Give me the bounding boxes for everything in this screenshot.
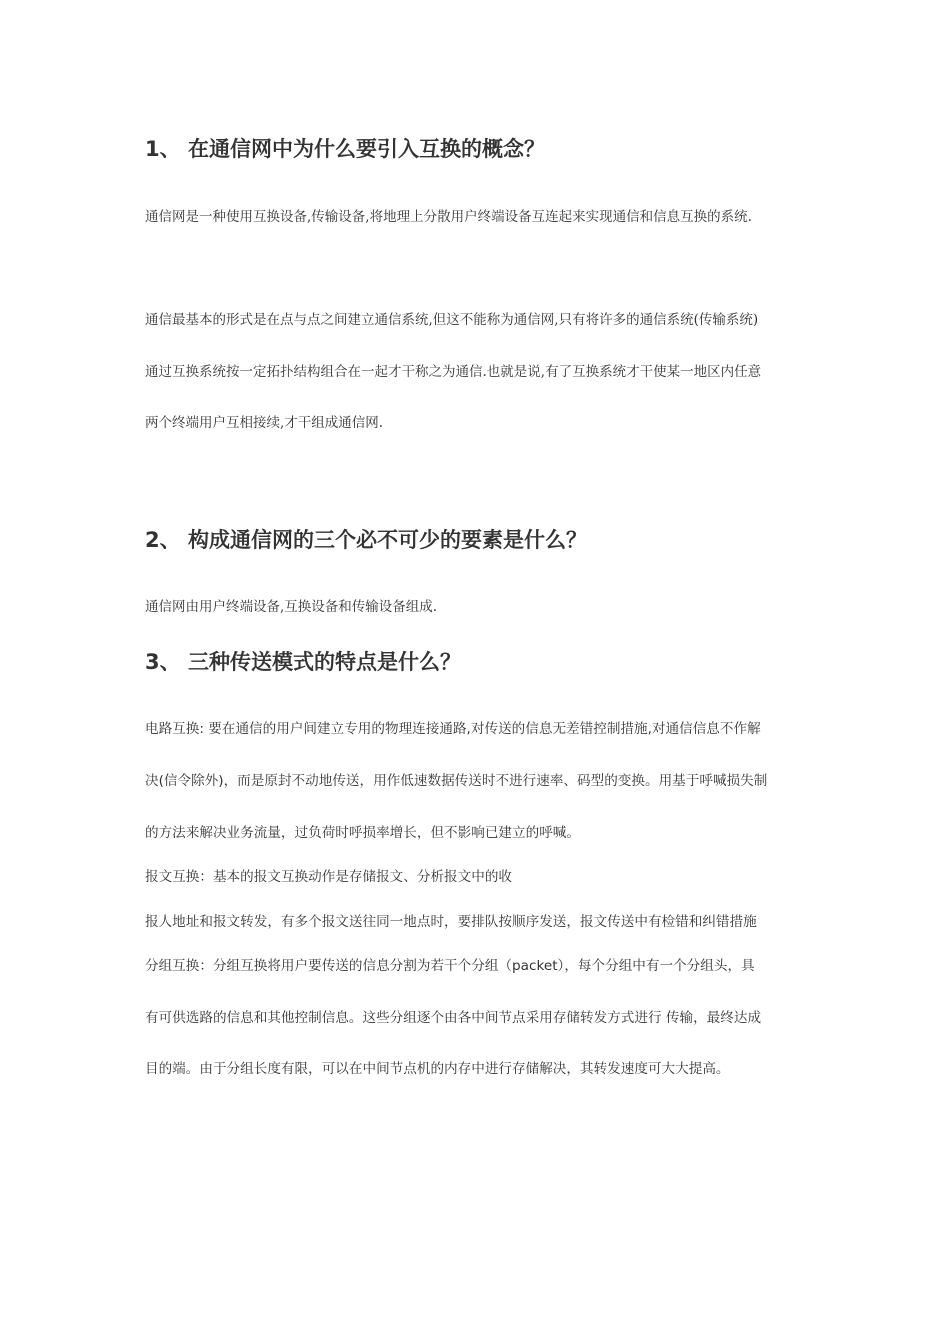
section-3-paragraph-5: 报人地址和报文转发，有多个报文送往同一地点时，要排队按顺序发送，报文传送中有检错和纠错措施 [145, 914, 757, 930]
section-2-paragraph-1: 通信网由用户终端设备,互换设备和传输设备组成. [145, 599, 438, 615]
section-1-paragraph-3: 通过互换系统按一定拓扑结构组合在一起才干称之为通信.也就是说,有了互换系统才干使某一地区内任意 [145, 364, 762, 380]
section-1-title: 在通信网中为什么要引入互换的概念？ [188, 137, 545, 161]
section-1-paragraph-4: 两个终端用户互相接续,才干组成通信网. [145, 415, 384, 431]
section-3-paragraph-3: 的方法来解决业务流量，过负荷时呼损率增长，但不影响已建立的呼喊。 [145, 825, 580, 841]
section-3-paragraph-2: 决(信令除外)，而是原封不动地传送，用作低速数据传送时不进行速率、码型的变换。用基于呼喊损失制 [145, 773, 768, 789]
section-3-paragraph-1: 电路互换: 要在通信的用户间建立专用的物理连接通路,对传送的信息无差错控制措施,对通信信息不作解 [145, 721, 761, 737]
section-2-heading [145, 526, 587, 554]
section-1-number: 1、 [145, 137, 181, 161]
section-3-number: 3、 [145, 650, 181, 674]
section-2-title: 构成通信网的三个必不可少的要素是什么？ [188, 528, 587, 552]
section-2-number: 2、 [145, 528, 181, 552]
section-1-paragraph-1: 通信网是一种使用互换设备,传输设备,将地理上分散用户终端设备互连起来实现通信和信息互换的系统. [145, 209, 752, 225]
section-1-heading [145, 135, 545, 163]
section-3-paragraph-7: 有可供选路的信息和其他控制信息。这些分组逐个由各中间节点采用存储转发方式进行 传输，最终达成 [145, 1010, 762, 1026]
section-3-heading [145, 648, 461, 676]
section-3-paragraph-4: 报文互换：基本的报文互换动作是存储报文、分析报文中的收 [145, 869, 513, 885]
section-1-paragraph-2: 通信最基本的形式是在点与点之间建立通信系统,但这不能称为通信网,只有将许多的通信系统(传输系统) [145, 312, 759, 328]
section-3-title: 三种传送模式的特点是什么？ [188, 650, 461, 674]
section-3-paragraph-8: 目的端。由于分组长度有限，可以在中间节点机的内存中进行存储解决，其转发速度可大大提高。 [145, 1061, 730, 1077]
section-3-paragraph-6: 分组互换：分组互换将用户要传送的信息分割为若干个分组（packet），每个分组中有一个分组头，具 [145, 958, 755, 974]
